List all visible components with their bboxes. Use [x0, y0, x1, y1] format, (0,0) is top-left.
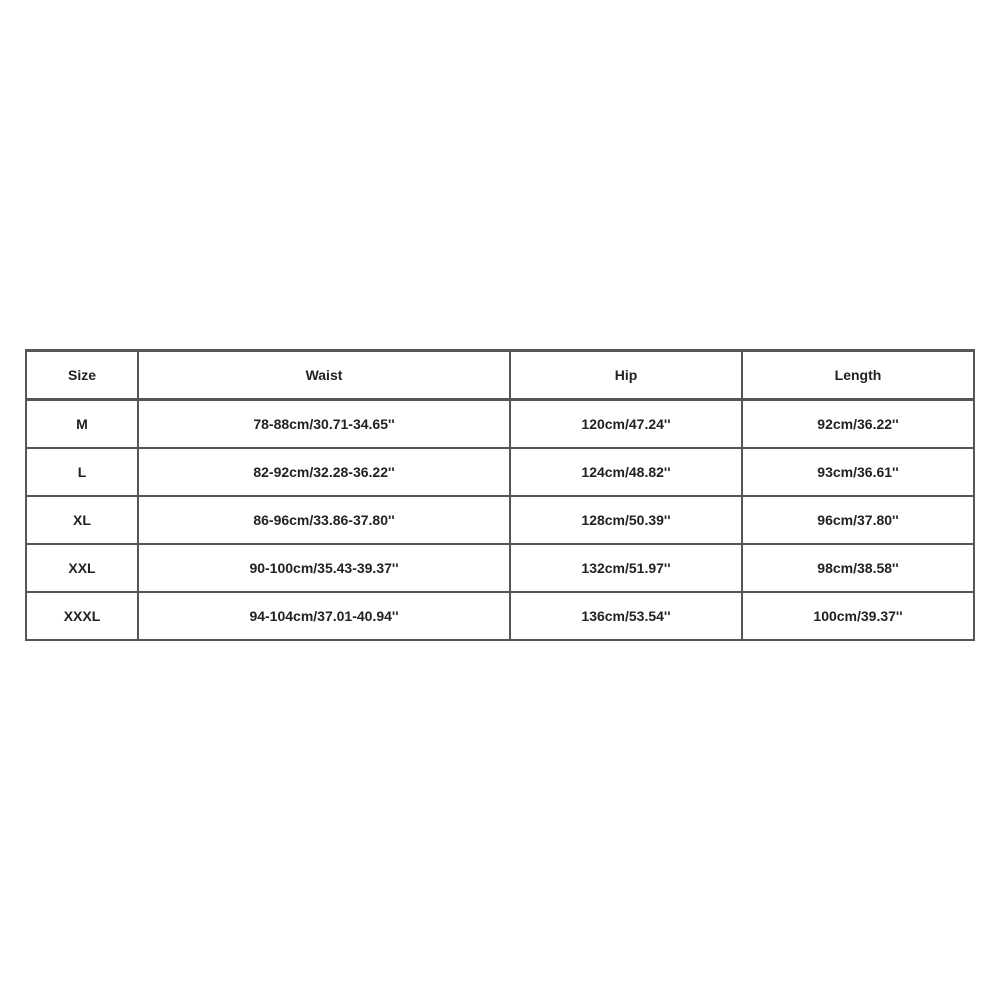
table-header-row	[26, 351, 974, 400]
cell-hip: 128cm/50.39''	[510, 496, 742, 544]
table-row	[26, 496, 974, 544]
cell-waist: 82-92cm/32.28-36.22''	[138, 448, 510, 496]
cell-waist: 78-88cm/30.71-34.65''	[138, 400, 510, 449]
cell-size: XXXL	[26, 592, 138, 640]
cell-length: 92cm/36.22''	[742, 400, 974, 449]
cell-size: XL	[26, 496, 138, 544]
cell-size: M	[26, 400, 138, 449]
cell-hip: 124cm/48.82''	[510, 448, 742, 496]
table-row	[26, 592, 974, 640]
cell-hip: 132cm/51.97''	[510, 544, 742, 592]
cell-hip: 136cm/53.54''	[510, 592, 742, 640]
cell-length: 96cm/37.80''	[742, 496, 974, 544]
size-chart-table	[25, 349, 975, 641]
header-size: Size	[26, 351, 138, 400]
cell-hip: 120cm/47.24''	[510, 400, 742, 449]
cell-length: 98cm/38.58''	[742, 544, 974, 592]
cell-size: L	[26, 448, 138, 496]
cell-length: 100cm/39.37''	[742, 592, 974, 640]
cell-size: XXL	[26, 544, 138, 592]
cell-length: 93cm/36.61''	[742, 448, 974, 496]
table-row	[26, 400, 974, 449]
table-row	[26, 544, 974, 592]
cell-waist: 94-104cm/37.01-40.94''	[138, 592, 510, 640]
header-waist: Waist	[138, 351, 510, 400]
header-length: Length	[742, 351, 974, 400]
cell-waist: 90-100cm/35.43-39.37''	[138, 544, 510, 592]
table-row	[26, 448, 974, 496]
header-hip: Hip	[510, 351, 742, 400]
cell-waist: 86-96cm/33.86-37.80''	[138, 496, 510, 544]
